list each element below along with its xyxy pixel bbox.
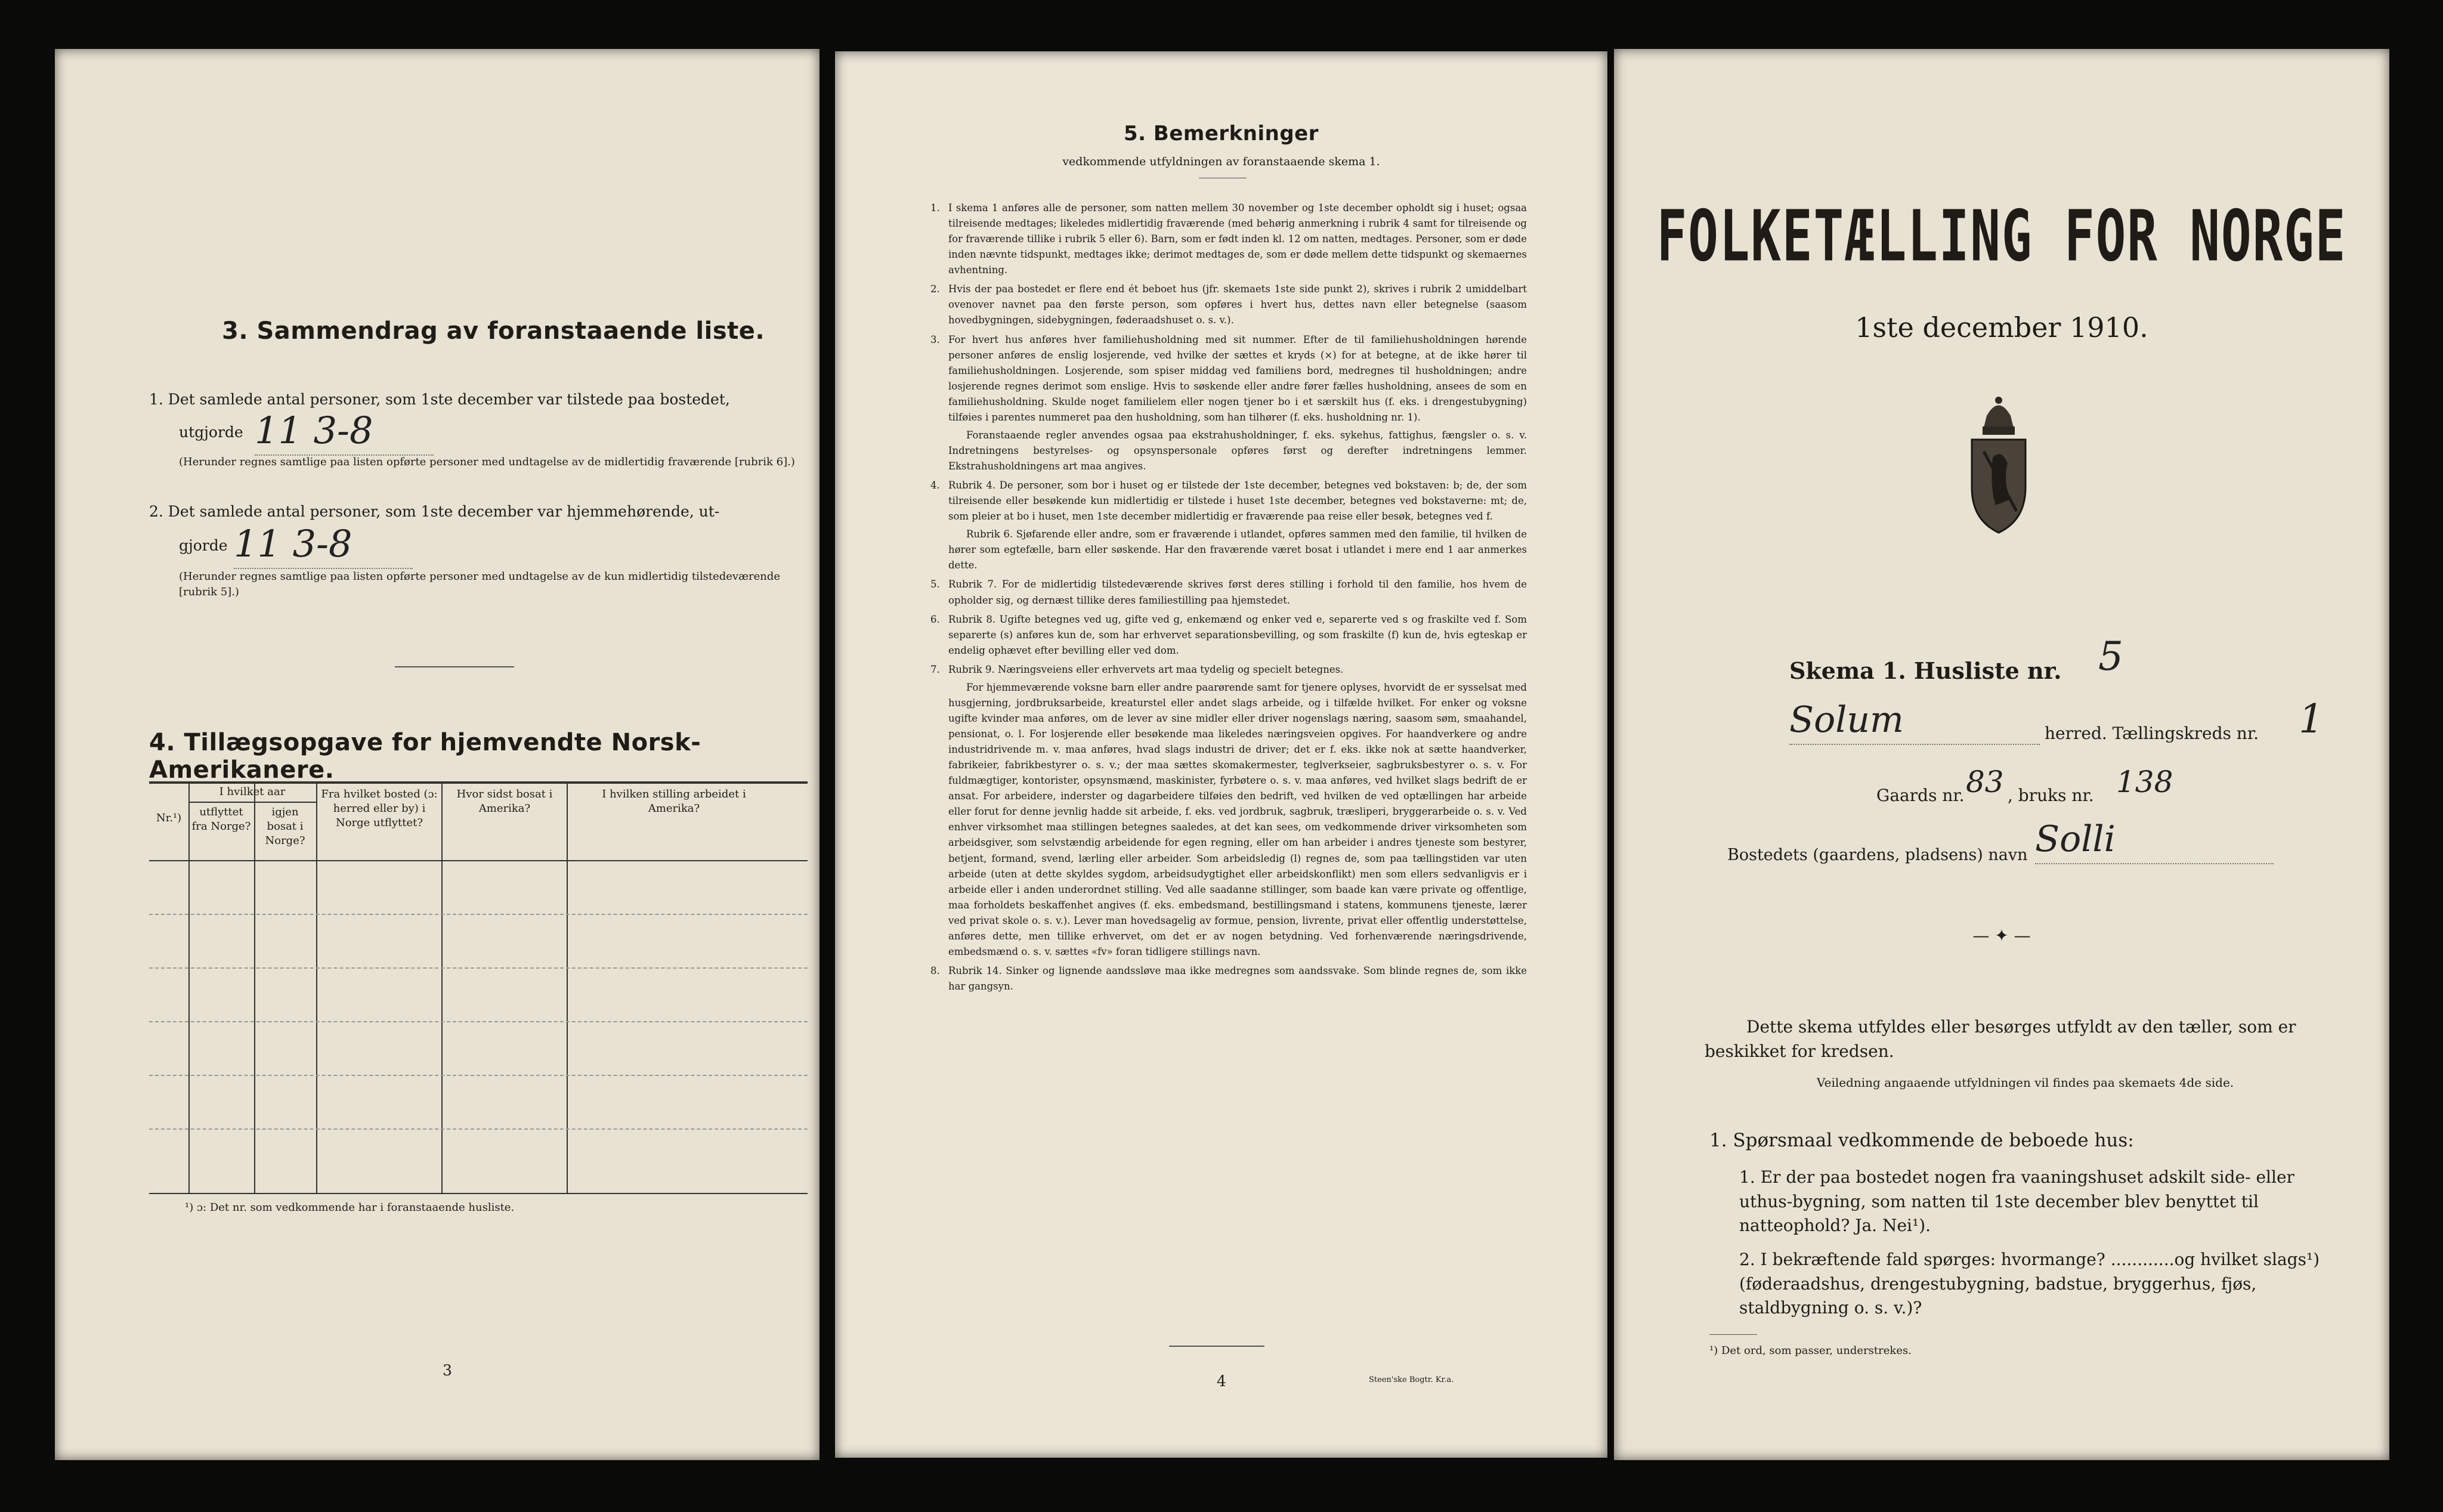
norsk-amerikanere-table bbox=[149, 781, 808, 1193]
table-row[interactable] bbox=[149, 1021, 808, 1022]
remark-text: Rubrik 8. Ugifte betegnes ved ug, gifte ved g, enkemænd og enker ved e, separerte ved s og fraskilte ved f. Som separerte (s) anføres kun de, som har erhvervet separationsbevilling, og som fraskilte (f) kun de, hvis egteskap er endelig ophævet efter bevilling eller ved dom. bbox=[948, 613, 1527, 656]
question-2: 2. I bekræftende fald spørges: hvormange? ............og hvilket slags¹) (føderaadshus, drengestubygning, badstue, bryggerhus, fjøs, staldbygning o. s. v.)? bbox=[1739, 1250, 2320, 1318]
gaards-value[interactable]: 83 bbox=[1966, 765, 2004, 799]
bosted-label: Bostedets (gaardens, pladsens) navn bbox=[1727, 846, 2028, 864]
q1-note: (Herunder regnes samtlige paa listen opførte personer med undtagelse av de midlertidig fraværende [rubrik 6].) bbox=[179, 456, 795, 468]
question-title: 1. Spørsmaal vedkommende de beboede hus: bbox=[1709, 1130, 2134, 1151]
remark-item bbox=[930, 612, 1527, 658]
th-utflyttet: utflyttet fra Norge? bbox=[191, 806, 251, 833]
q1-prefix: utgjorde bbox=[179, 423, 243, 441]
census-title: FOLKETÆLLING FOR NORGE bbox=[1656, 195, 2347, 277]
middle-page bbox=[835, 51, 1607, 1458]
table-row[interactable] bbox=[149, 1075, 808, 1076]
th-igjen-bosat: igjen bosat i Norge? bbox=[265, 806, 305, 847]
remark-text: Rubrik 7. For de midlertidig tilstedeværende skrives først deres stilling i forhold til den familie, hos hvem de opholder sig, og dernæst tillike deres familiestilling paa hjemstedet. bbox=[948, 579, 1527, 606]
remark-extra-text: For hjemmeværende voksne barn eller andre paarørende samt for tjenere oplyses, hvorvidt de er sysselsat med husgjerning, jordbruksarbeide, kreaturstel eller andet slags arbeide, og i tilfælde hvilket. For enker og voksne ugifte kvinder maa anføres, om de lever av sine midler eller driver nogenslags næring, saasom søm, smaahandel, pensionat, o. l. For losjerende eller besøkende maa likeledes næringsveien opgives. For haandverkere og andre industridrivende m. v. maa anføres, hvad slags industri de driver; det er f. eks. ikke nok at sætte haandverker, fabrikeier, fabrikbestyrer o. s. v.; der maa sættes skomakermester, teglverkseier, sagbruksbestyrer o. s. v. For fuldmægtiger, kontorister, opsynsmænd, maskinister, fyrbøtere o. s. v. maa anføres, ved hvilket slags bedrift de er ansat. For arbeidere, inderster og dagarbeidere tilføies den bedrift, ved hvilken de ved optællingen har arbeide eller forut for denne jevnlig hadde sit arbeide, f. eks. ved jordbruk, sagbruk, træsliperi, bryggerarbeide o. s. v. Ved enhver virksomhet maa stillingen betegnes saaledes, at det kan sees, om vedkommende driver virksomheten som arbeidsgiver, som selvstændig arbeidende for egen regning, eller om han arbeider i andres tjeneste som bestyrer, betjent, formand, svend, lærling eller arbeider. Som arbeidsledig (l) regnes de, som paa tællingstiden var uten arbeide (uten at dette skyldes sygdom, arbeidsudygtighet eller arbeidskonflikt) men som ellers sedvanligvis er i arbeide eller i anden underordnet stilling. Ved alle saadanne stillinger, som baade kan være private og offentlige, maa forholdets beskaffenhet angives (f. eks. embedsmand, bestillingsmand i statens, kommunens tjeneste, lærer ved privat skole o. s. v.). Lever man hovedsagelig av formue, pension, livrente, privat eller offentlig understøttelse, anføres dette, men tillike erhvervet, om det er av nogen betydning. Ved forhenværende næringsdrivende, embedsmænd o. s. v. sættes «fv» foran tidligere stillings navn. bbox=[948, 681, 1527, 957]
table-footnote: ¹) ɔ: Det nr. som vedkommende har i foranstaaende husliste. bbox=[185, 1201, 515, 1214]
remark-text: Hvis der paa bostedet er flere end ét beboet hus (jfr. skemaets 1ste side punkt 2), skrives i rubrik 2 umiddelbart ovenover navnet paa den første person, som opføres i hvert hus, dettes navn eller betegnelse (saasom hovedbygningen, sidebygningen, føderaadshuset o. s. v.). bbox=[948, 283, 1527, 326]
table-row[interactable] bbox=[149, 1128, 808, 1130]
remark-item bbox=[930, 963, 1527, 994]
remark-number: 8. bbox=[930, 964, 940, 976]
ornament-divider: — ✦ — bbox=[1972, 926, 2031, 945]
coat-of-arms-icon bbox=[1960, 392, 2037, 535]
remark-number: 5. bbox=[930, 579, 940, 590]
remark-text: Rubrik 9. Næringsveiens eller erhvervets art maa tydelig og specielt betegnes. bbox=[948, 663, 1344, 675]
divider bbox=[395, 666, 514, 667]
remark-extra-text: Foranstaaende regler anvendes ogsaa paa ekstrahusholdninger, f. eks. sykehus, fattighus, fængsler o. s. v. Indretningens bestyrelses- og opsynspersonale opføres først og derefter indretningens lemmer. Ekstrahusholdningens art maa angives. bbox=[948, 429, 1527, 472]
remarks-subtitle: vedkommende utfyldningen av foranstaaende skema 1. bbox=[1062, 155, 1380, 168]
footnote: ¹) Det ord, som passer, understrekes. bbox=[1709, 1344, 1912, 1357]
remark-text: I skema 1 anføres alle de personer, som natten mellem 30 november og 1ste december opholdt sig i huset; ogsaa tilreisende medtages; likeledes midlertidig fraværende (med behørig anmerkning i rubrik 4 samt for tilreisende og for fraværende tillike i rubrik 5 eller 6). Barn, som er født inden kl. 12 om natten, medtages. Personer, som er døde inden nævnte tidspunkt, medtages ikke; derimot medtages de, som er døde mellem dette tidspunkt og skemaernes avhentning. bbox=[948, 202, 1527, 276]
remark-number: 2. bbox=[930, 283, 940, 295]
remark-number: 3. bbox=[930, 333, 940, 345]
q2-note: (Herunder regnes samtlige paa listen opførte personer med undtagelse av de kun midlertidig tilstedeværende [rubrik 5].) bbox=[179, 570, 781, 598]
bosted-value[interactable]: Solli bbox=[2035, 815, 2274, 864]
left-page bbox=[55, 49, 820, 1460]
section4-title: 4. Tillægsopgave for hjemvendte Norsk-Amerikanere. bbox=[149, 729, 701, 784]
remark-number: 7. bbox=[930, 663, 940, 675]
herred-label: herred. Tællingskreds nr. bbox=[2045, 723, 2259, 743]
intro-text: Dette skema utfyldes eller besørges utfyldt av den tæller, som er beskikket for kredsen. bbox=[1705, 1017, 2296, 1061]
remark-item bbox=[930, 577, 1527, 608]
table-row[interactable] bbox=[149, 967, 808, 969]
question-1: 1. Er der paa bostedet nogen fra vaaningshuset adskilt side- eller uthus-bygning, som natten til 1ste december blev benyttet til natteophold? Ja. Nei¹). bbox=[1739, 1167, 2294, 1236]
th-sidst-bosat: Hvor sidst bosat i Amerika? bbox=[456, 788, 553, 815]
table-row[interactable] bbox=[149, 914, 808, 915]
bruks-value[interactable]: 138 bbox=[2116, 765, 2173, 799]
remark-item bbox=[930, 282, 1527, 328]
gaards-label: Gaards nr. bbox=[1876, 786, 1965, 805]
husliste-nr[interactable]: 5 bbox=[2098, 633, 2123, 679]
remark-item bbox=[930, 662, 1527, 960]
remark-extra-text: Rubrik 6. Sjøfarende eller andre, som er fraværende i utlandet, opføres sammen med den familie, til hvilken de hører som egtefælle, barn eller søskende. Har den fraværende været bosat i utlandet i mere end 1 aar anmerkes dette. bbox=[948, 528, 1527, 571]
printer-mark: Steen'ske Bogtr. Kr.a. bbox=[1369, 1375, 1454, 1384]
remark-number: 1. bbox=[930, 202, 940, 214]
page-number: 4 bbox=[1217, 1372, 1226, 1390]
remark-item bbox=[930, 478, 1527, 573]
right-page bbox=[1614, 49, 2389, 1460]
q2-prefix: gjorde bbox=[179, 537, 228, 554]
q2-text: 2. Det samlede antal personer, som 1ste december var hjemmehørende, ut- bbox=[149, 503, 720, 520]
remark-text: Rubrik 14. Sinker og lignende aandssløve maa ikke medregnes som aandssvake. Som blinde regnes de, som ikke har gangsyn. bbox=[948, 964, 1527, 992]
remark-item bbox=[930, 200, 1527, 278]
remark-number: 6. bbox=[930, 613, 940, 625]
herred-value[interactable]: Solum bbox=[1789, 696, 2040, 745]
th-i-hvilket-aar: I hvilket aar bbox=[219, 786, 286, 798]
q1-answer[interactable]: 11 3-8 bbox=[255, 407, 434, 456]
page-number: 3 bbox=[443, 1362, 452, 1379]
remark-item bbox=[930, 332, 1527, 475]
remarks-list bbox=[930, 200, 1527, 998]
skema-label: Skema 1. Husliste nr. bbox=[1789, 657, 2062, 684]
q1-text: 1. Det samlede antal personer, som 1ste december var tilstede paa bostedet, bbox=[149, 391, 730, 408]
bruks-label: , bruks nr. bbox=[2008, 786, 2094, 805]
section3-title: 3. Sammendrag av foranstaaende liste. bbox=[222, 317, 765, 345]
remark-number: 4. bbox=[930, 480, 940, 491]
remark-text: Rubrik 4. De personer, som bor i huset og er tilstede der 1ste december, betegnes ved bokstaven: b; de, der som tilreisende eller besøkende kun midlertidig er tilstede i huset 1ste december, betegnes ved bokstaverne: mt; de, som pleier at bo i huset, men 1ste december midlertidig er fraværende paa reise eller besøk, betegnes ved f. bbox=[948, 480, 1527, 522]
remarks-title: 5. Bemerkninger bbox=[1124, 122, 1319, 146]
th-stilling: I hvilken stilling arbeidet i Amerika? bbox=[602, 788, 746, 815]
remark-text: For hvert hus anføres hver familiehusholdning med sit nummer. Efter de til familiehusholdningen hørende personer anføres de enslig losjerende, ved hvilke der sættes et kryds (×) for at betegne, at de ikke hører til familiehusholdningen. Losjerende, som spiser middag ved familiens bord, medregnes til husholdningen; andre losjerende regnes derimot som enslige. Hvis to søskende eller andre fører fælles husholdning, ansees de som en familiehusholdning. Skulde noget familielem eller nogen tjener bo i et særskilt hus (f. eks. i drengestubygning) tilføies i parentes nummeret paa den husholdning, som han tilhører (f. eks. husholdning nr. 1). bbox=[948, 333, 1527, 423]
th-fra-bosted: Fra hvilket bosted (ɔ: herred eller by) i Norge utflyttet? bbox=[321, 788, 438, 829]
th-nr: Nr.¹) bbox=[156, 812, 182, 824]
census-date: 1ste december 1910. bbox=[1855, 311, 2148, 344]
kreds-nr[interactable]: 1 bbox=[2299, 696, 2324, 742]
intro-note: Veiledning angaaende utfyldningen vil findes paa skemaets 4de side. bbox=[1817, 1075, 2234, 1090]
q2-answer[interactable]: 11 3-8 bbox=[234, 520, 413, 569]
